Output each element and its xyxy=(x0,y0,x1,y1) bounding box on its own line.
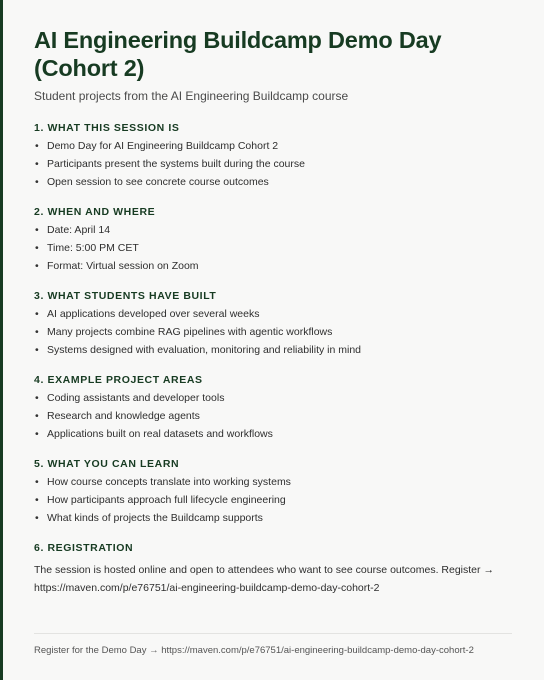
list-item xyxy=(34,392,514,405)
footer-divider xyxy=(34,633,512,634)
section-heading: 4. EXAMPLE PROJECT AREAS xyxy=(34,374,203,386)
list-item xyxy=(34,242,514,255)
section-session xyxy=(34,122,514,189)
section-project-areas xyxy=(34,374,514,441)
list-item xyxy=(34,344,514,357)
document-body xyxy=(34,26,514,597)
footer-text: Register for the Demo Day → https://maven.com/p/e76751/ai-engineering-buildcamp-demo-day-cohort-2 xyxy=(34,645,474,656)
list-item xyxy=(34,410,514,423)
bullet-list xyxy=(34,392,514,441)
bullet-list xyxy=(34,308,514,357)
list-item xyxy=(34,176,514,189)
bullet-icon: • xyxy=(35,410,39,422)
bullet-icon: • xyxy=(35,392,39,404)
list-item xyxy=(34,260,514,273)
bullet-icon: • xyxy=(35,140,39,152)
accent-bar xyxy=(0,0,3,680)
bullet-list xyxy=(34,476,514,525)
list-item xyxy=(34,494,514,507)
section-students-built xyxy=(34,290,514,357)
bullet-icon: • xyxy=(35,242,39,254)
list-item-text: What kinds of projects the Buildcamp supports xyxy=(47,512,263,524)
bullet-icon: • xyxy=(35,224,39,236)
bullet-icon: • xyxy=(35,158,39,170)
list-item xyxy=(34,326,514,339)
bullet-icon: • xyxy=(35,476,39,488)
list-item-text: Many projects combine RAG pipelines with agentic workflows xyxy=(47,326,333,338)
list-item-text: Coding assistants and developer tools xyxy=(47,392,225,404)
bullet-icon: • xyxy=(35,326,39,338)
list-item xyxy=(34,224,514,237)
section-heading: 6. REGISTRATION xyxy=(34,542,134,554)
bullet-icon: • xyxy=(35,344,39,356)
list-item-text: Demo Day for AI Engineering Buildcamp Cohort 2 xyxy=(47,140,279,152)
bullet-list xyxy=(34,140,514,189)
list-item xyxy=(34,428,514,441)
section-heading: 2. WHEN AND WHERE xyxy=(34,206,156,218)
bullet-icon: • xyxy=(35,512,39,524)
list-item-text: Open session to see concrete course outcomes xyxy=(47,176,269,188)
list-item-text: Time: 5:00 PM CET xyxy=(47,242,139,254)
bullet-list xyxy=(34,224,514,273)
page-subtitle: Student projects from the AI Engineering Buildcamp course xyxy=(34,89,349,103)
section-registration xyxy=(34,542,514,597)
list-item xyxy=(34,476,514,489)
list-item-text: Participants present the systems built during the course xyxy=(47,158,305,170)
section-heading: 5. WHAT YOU CAN LEARN xyxy=(34,458,180,470)
section-heading: 1. WHAT THIS SESSION IS xyxy=(34,122,180,134)
bullet-icon: • xyxy=(35,260,39,272)
section-when-where xyxy=(34,206,514,273)
section-heading: 3. WHAT STUDENTS HAVE BUILT xyxy=(34,290,217,302)
bullet-icon: • xyxy=(35,494,39,506)
list-item xyxy=(34,140,514,153)
list-item-text: Format: Virtual session on Zoom xyxy=(47,260,199,272)
list-item-text: How course concepts translate into working systems xyxy=(47,476,291,488)
list-item xyxy=(34,308,514,321)
list-item-text: How participants approach full lifecycle engineering xyxy=(47,494,286,506)
list-item-text: AI applications developed over several weeks xyxy=(47,308,260,320)
registration-text: The session is hosted online and open to attendees who want to see course outcomes. Register → https://maven.com/p/e76751/ai-engineering-buildcamp-demo-day-cohort-2 xyxy=(34,564,494,594)
page-title: AI Engineering Buildcamp Demo Day (Cohort 2) xyxy=(34,27,442,81)
bullet-icon: • xyxy=(35,176,39,188)
list-item-text: Date: April 14 xyxy=(47,224,111,236)
list-item-text: Applications built on real datasets and workflows xyxy=(47,428,273,440)
list-item-text: Research and knowledge agents xyxy=(47,410,200,422)
list-item xyxy=(34,512,514,525)
bullet-icon: • xyxy=(35,308,39,320)
section-what-you-learn xyxy=(34,458,514,525)
list-item-text: Systems designed with evaluation, monitoring and reliability in mind xyxy=(47,344,361,356)
bullet-icon: • xyxy=(35,428,39,440)
list-item xyxy=(34,158,514,171)
